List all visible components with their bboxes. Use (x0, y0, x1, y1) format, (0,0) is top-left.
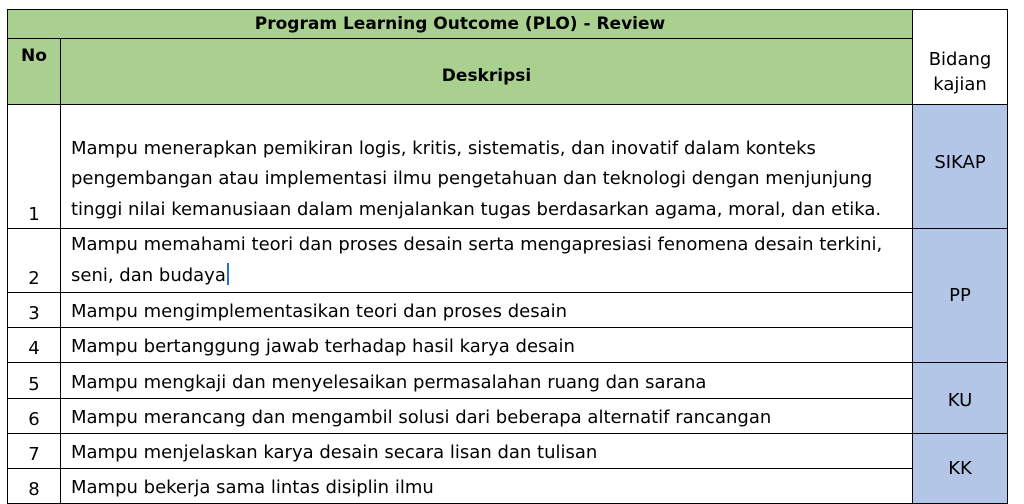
bidang-pp[interactable]: PP (913, 229, 1008, 363)
header-deskripsi[interactable]: Deskripsi (61, 39, 913, 105)
bidang-kk[interactable]: KK (913, 434, 1008, 504)
row-number[interactable]: 6 (8, 399, 61, 434)
row-description[interactable]: Mampu menjelaskan karya desain secara lisan dan tulisan (61, 434, 913, 469)
row-description[interactable]: Mampu mengimplementasikan teori dan proses desain (61, 293, 913, 328)
row-description[interactable]: Mampu bekerja sama lintas disiplin ilmu (61, 469, 913, 504)
table-row (8, 328, 1008, 363)
row-description[interactable]: Mampu merancang dan mengambil solusi dari beberapa alternatif rancangan (61, 399, 913, 434)
table-row (8, 399, 1008, 434)
bidang-sikap[interactable]: SIKAP (913, 105, 1008, 229)
table-row (8, 363, 1008, 399)
row-description[interactable]: Mampu menerapkan pemikiran logis, kritis, sistematis, dan inovatif dalam konteks pengembangan atau implementasi ilmu pengetahuan dan teknologi dengan menjunjung tinggi nilai kemanusiaan dalam menjalankan tugas berdasarkan agama, moral, dan etika. (61, 105, 913, 229)
plo-table (7, 9, 1008, 504)
bidang-ku[interactable]: KU (913, 363, 1008, 434)
table-row (8, 469, 1008, 504)
title-row (8, 10, 1008, 39)
row-description[interactable]: Mampu bertanggung jawab terhadap hasil karya desain (61, 328, 913, 363)
row-number[interactable]: 7 (8, 434, 61, 469)
row-description[interactable]: Mampu mengkaji dan menyelesaikan permasalahan ruang dan sarana (61, 363, 913, 399)
text-cursor (227, 263, 229, 285)
table-title[interactable]: Program Learning Outcome (PLO) - Review (8, 10, 913, 39)
row-number[interactable]: 2 (8, 229, 61, 293)
table-row (8, 229, 1008, 293)
header-no[interactable]: No (8, 39, 61, 105)
table-row (8, 105, 1008, 229)
row-number[interactable]: 8 (8, 469, 61, 504)
row-description-text: Mampu memahami teori dan proses desain serta mengapresiasi fenomena desain terkini, seni, dan budaya (71, 234, 883, 286)
row-description[interactable] (61, 229, 913, 293)
row-number[interactable]: 1 (8, 105, 61, 229)
row-number[interactable]: 3 (8, 293, 61, 328)
header-row (8, 39, 1008, 105)
table-row (8, 293, 1008, 328)
row-number[interactable]: 5 (8, 363, 61, 399)
row-number[interactable]: 4 (8, 328, 61, 363)
table-row (8, 434, 1008, 469)
header-bidang-kajian[interactable]: Bidang kajian (913, 10, 1008, 105)
